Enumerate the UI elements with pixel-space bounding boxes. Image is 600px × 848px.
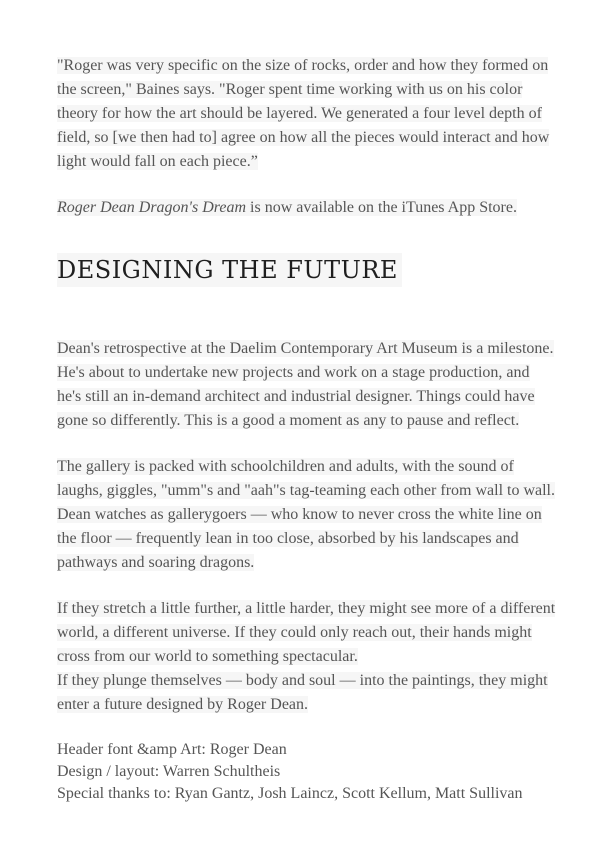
paragraph-text: The gallery is packed with schoolchildren and adults, with the sound of laughs, giggles, "umm"s and "aah"s tag-teaming each other from wall to wall. Dean watches as gallerygoers — who know to never cross the white line on the floor — frequently lean in too close, absorbed by his landscapes and pathways and soaring dragons. xyxy=(57,457,555,571)
paragraph-text: If they stretch a little further, a little harder, they might see more of a different world, a different universe. If they could only reach out, their hands might cross from our world to something spectacular. xyxy=(57,599,556,665)
app-title: Roger Dean Dragon's Dream xyxy=(57,199,247,216)
availability-paragraph xyxy=(57,196,557,220)
article-page xyxy=(57,54,557,805)
availability-text: is now available on the iTunes App Store. xyxy=(246,199,517,216)
paragraph-text: Dean's retrospective at the Daelim Contemporary Art Museum is a milestone. He's about to undertake new projects and work on a stage production, and he's still an in-demand architect and industrial designer. Things could have gone so differently. This is a good a moment as any to pause and reflect. xyxy=(57,339,554,429)
quote-text: "Roger was very specific on the size of rocks, order and how they formed on the screen," Baines says. "Roger spent time working with us on his color theory for how the art should be layered. We generated a four level depth of field, so [we then had to] agree on how all the pieces would interact and how light would fall on each piece.” xyxy=(57,57,550,170)
paragraph-text: If they plunge themselves — body and soul — into the paintings, they might enter a future designed by Roger Dean. xyxy=(57,671,548,713)
paragraph-gallery xyxy=(57,455,557,575)
section-heading: DESIGNING THE FUTURE xyxy=(57,253,402,287)
credit-line-design: Design / layout: Warren Schultheis xyxy=(57,762,281,780)
paragraph-plunge xyxy=(57,669,557,717)
credit-line-art: Header font &amp Art: Roger Dean xyxy=(57,740,287,758)
credit-line-thanks: Special thanks to: Ryan Gantz, Josh Laincz, Scott Kellum, Matt Sullivan xyxy=(57,784,523,802)
credits xyxy=(57,739,557,805)
quote-paragraph xyxy=(57,54,557,174)
paragraph-stretch xyxy=(57,597,557,669)
paragraph-retrospective xyxy=(57,337,557,433)
